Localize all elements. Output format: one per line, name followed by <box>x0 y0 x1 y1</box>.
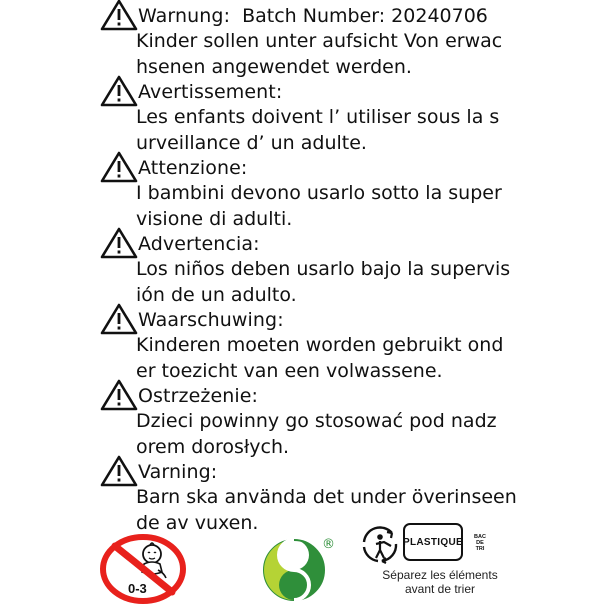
warning-de <box>100 0 520 80</box>
warning-triangle-icon <box>100 0 138 31</box>
warning-triangle-icon <box>100 379 138 411</box>
warning-text: Los niños deben usarlo bajo la supervis ión de un adulto. <box>136 258 511 306</box>
warning-text: Dzieci powinny go stosować pod nadz orem dorosłych. <box>136 410 497 458</box>
material-box: PLASTIQUE <box>403 523 463 561</box>
warning-nl <box>100 304 520 384</box>
warning-es <box>100 228 520 308</box>
warning-title: Attenzione: <box>138 157 248 179</box>
warning-triangle-icon <box>100 75 138 107</box>
triman-caption: Séparez les éléments avant de trier <box>382 568 498 596</box>
warning-text: Barn ska använda det under överinseen de av vuxen. <box>136 486 517 534</box>
warning-title: Avertissement: <box>138 81 283 103</box>
no-children-under-3-icon <box>100 534 186 604</box>
warning-fr <box>100 76 520 156</box>
warning-it <box>100 152 520 232</box>
warning-triangle-icon <box>100 227 138 259</box>
warning-pl <box>100 380 520 460</box>
svg-text:TRI: TRI <box>475 546 485 552</box>
age-label: 0-3 <box>128 581 147 596</box>
warning-title: Ostrzeżenie: <box>138 385 259 407</box>
batch-number: Batch Number: 20240706 <box>242 5 488 27</box>
warning-text: Les enfants doivent l’ utiliser sous la s urveillance d’ un adulte. <box>136 106 500 154</box>
warning-text: I bambini devono usarlo sotto la super visione di adulti. <box>136 182 502 230</box>
warning-triangle-icon <box>100 151 138 183</box>
warning-text: Kinderen moeten worden gebruikt ond er toezicht van een volwassene. <box>136 334 504 382</box>
warning-text: Kinder sollen unter aufsicht Von erwac hsenen angewendet werden. <box>136 30 503 78</box>
regulatory-symbols <box>0 520 600 600</box>
warning-triangle-icon <box>100 303 138 335</box>
svg-text:DE: DE <box>476 540 484 546</box>
registered-mark: ® <box>322 537 335 552</box>
warning-triangle-icon <box>100 455 138 487</box>
warning-title: Warnung: <box>138 5 231 27</box>
warning-title: Varning: <box>138 461 218 483</box>
warning-title: Waarschuwing: <box>138 309 284 331</box>
warning-title: Advertencia: <box>138 233 260 255</box>
green-dot-recycling-icon <box>258 526 338 606</box>
bin-label: BAC <box>474 534 486 540</box>
